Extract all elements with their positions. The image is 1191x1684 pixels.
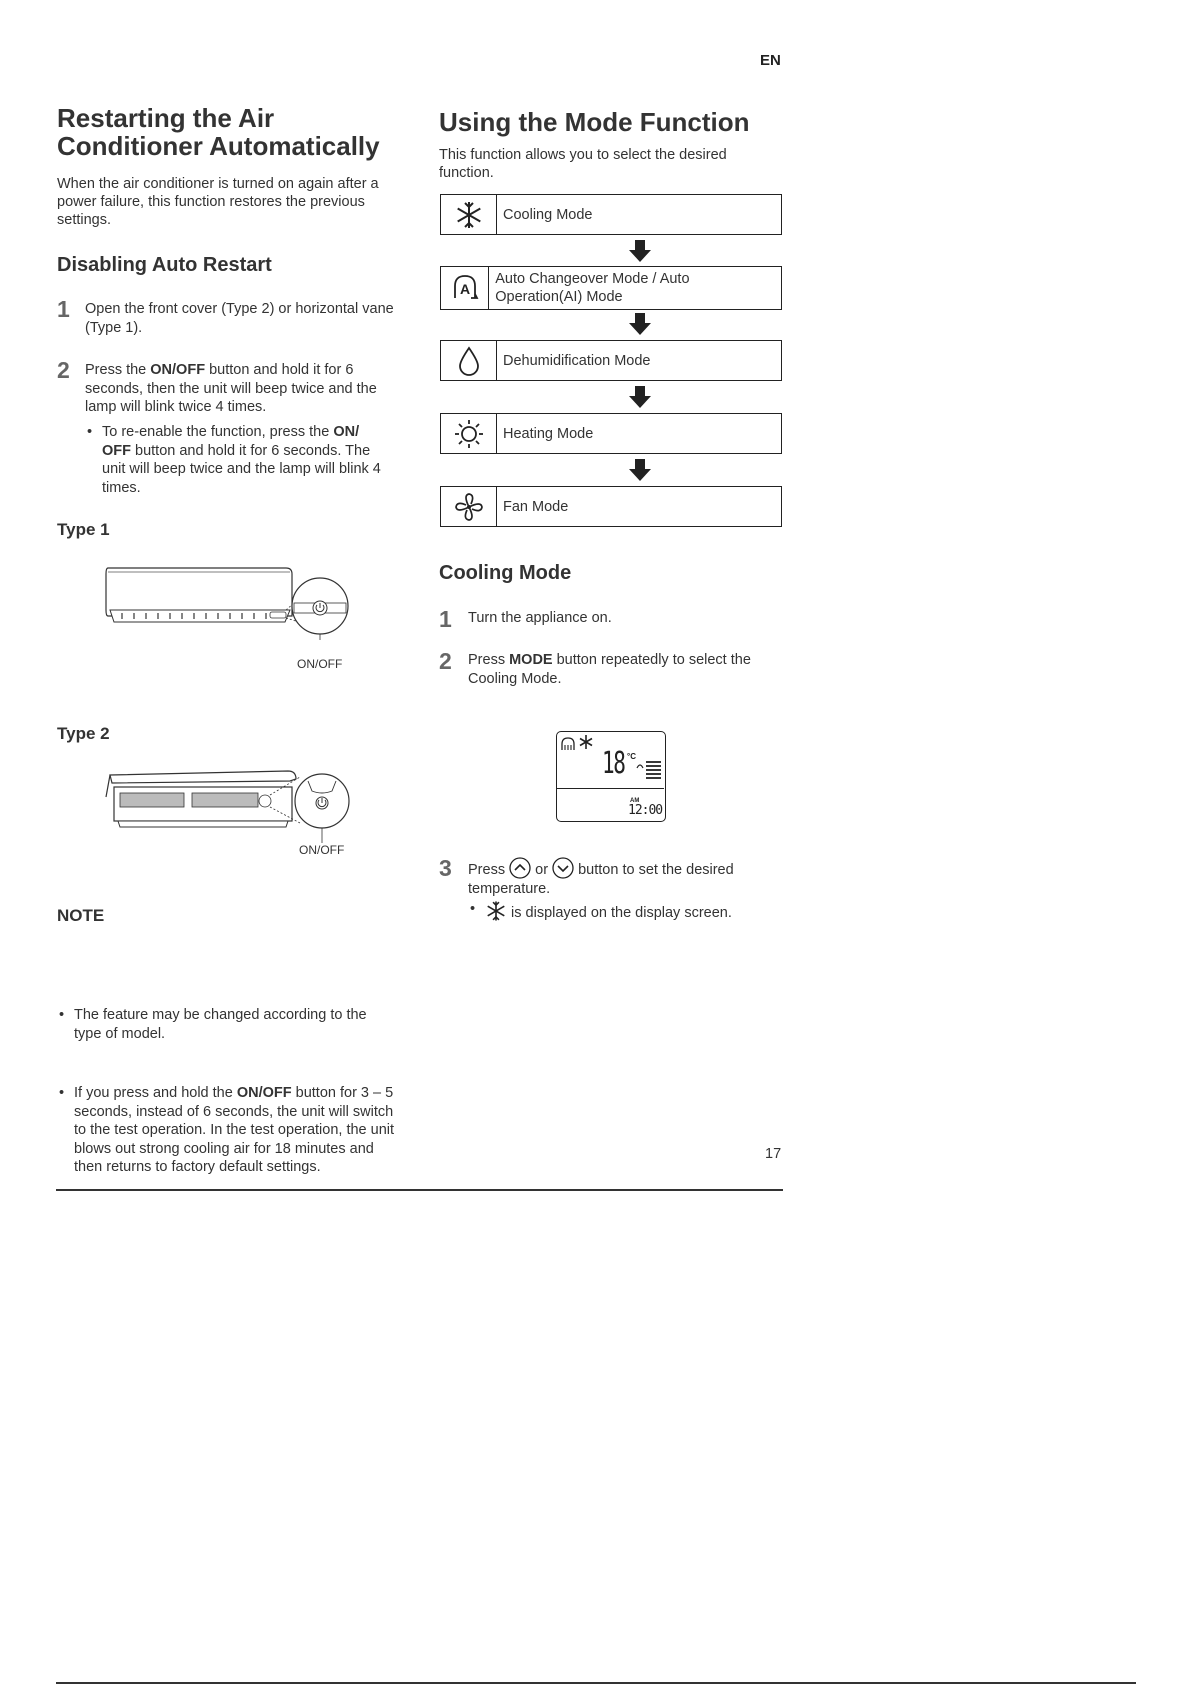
mode-box-cooling: [440, 194, 782, 235]
page-title-mode: Using the Mode Function: [439, 107, 750, 137]
step-text: Turn the appliance on.: [468, 610, 612, 626]
mode-box-dehumidification: [440, 340, 782, 381]
display-temperature: 18: [602, 746, 625, 781]
mode-label: Heating Mode: [503, 425, 594, 442]
step-bullet: • is displayed on the display screen.: [468, 900, 788, 923]
display-mode-icons: [560, 734, 596, 752]
step-number: 1: [57, 296, 70, 322]
fan-icon: [441, 487, 497, 526]
note-item: • If you press and hold the ON/OFF button for 3 – 5 seconds, instead of 6 seconds, the unit will switch to the test operation. In the test operation, the unit blows out strong cooling air for 18 minutes and then returns to factory default settings.: [57, 1084, 397, 1177]
subtitle-disabling: Disabling Auto Restart: [57, 254, 272, 276]
step-text: Open the front cover (Type 2) or horizontal vane (Type 1).: [85, 301, 394, 336]
snowflake-icon: [485, 900, 507, 922]
mode-label: Dehumidification Mode: [503, 352, 651, 369]
remote-display: [556, 731, 666, 822]
snowflake-icon: [441, 195, 497, 234]
title-line-1: Restarting the Air: [57, 103, 275, 133]
step-number: 3: [439, 855, 452, 881]
cooling-mode-title: Cooling Mode: [439, 562, 572, 584]
type1-unit-illustration: [100, 560, 360, 640]
step-bullet: • To re-enable the function, press the ON/ OFF button and hold it for 6 seconds. The unit will beep twice and the lamp will blink 4 times.: [85, 423, 385, 497]
svg-text:A: A: [459, 281, 470, 297]
step-number: 2: [439, 648, 452, 674]
display-time: 12:00: [628, 803, 663, 818]
title-line-2: Conditioner Automatically: [57, 131, 380, 161]
mode-box-auto: [440, 266, 782, 310]
restart-intro: When the air conditioner is turned on again after a power failure, this function restores the previous settings.: [57, 176, 379, 228]
note-title: NOTE: [57, 906, 105, 925]
mode-label: Auto Changeover Mode / Auto Operation(AI) Mode: [495, 271, 690, 305]
language-tag: EN: [760, 52, 781, 69]
onoff-label: ON/OFF: [297, 657, 343, 671]
display-divider: [557, 788, 664, 789]
mode-box-heating: [440, 413, 782, 454]
footer-divider: [56, 1189, 783, 1191]
step-text: Press the ON/OFF button and hold it for 6 seconds, then the unit will beep twice and the lamp will blink twice 4 times.: [85, 362, 377, 415]
fan-speed-bars-icon: [635, 758, 663, 780]
page-number: 17: [765, 1146, 782, 1162]
mode-label: Cooling Mode: [503, 206, 593, 223]
step-number: 2: [57, 357, 70, 383]
temp-up-button-icon: [509, 857, 531, 879]
arrow-down-icon: [629, 313, 651, 335]
step-text: Press or button to set the desired temperature.: [468, 857, 778, 898]
droplet-icon: [441, 341, 497, 380]
bottom-divider: [56, 1682, 1136, 1684]
page-title-restart: [57, 104, 417, 160]
arrow-down-icon: [629, 240, 651, 262]
step-number: 1: [439, 606, 452, 632]
note-item: • The feature may be changed according to the type of model.: [57, 1006, 397, 1043]
mode-label: Fan Mode: [503, 498, 569, 515]
step-text: Press MODE button repeatedly to select the Cooling Mode.: [468, 652, 751, 687]
sun-icon: [441, 414, 497, 453]
type1-title: Type 1: [57, 520, 110, 539]
display-temp-unit: °C: [627, 752, 636, 761]
type2-unit-illustration: [100, 765, 360, 855]
auto-mode-icon: [441, 267, 489, 309]
type2-title: Type 2: [57, 724, 110, 743]
mode-intro: This function allows you to select the desired function.: [439, 147, 727, 181]
display-ampm: AM: [630, 798, 640, 804]
arrow-down-icon: [629, 386, 651, 408]
arrow-down-icon: [629, 459, 651, 481]
temp-down-button-icon: [552, 857, 574, 879]
mode-box-fan: [440, 486, 782, 527]
onoff-label: ON/OFF: [299, 843, 345, 857]
